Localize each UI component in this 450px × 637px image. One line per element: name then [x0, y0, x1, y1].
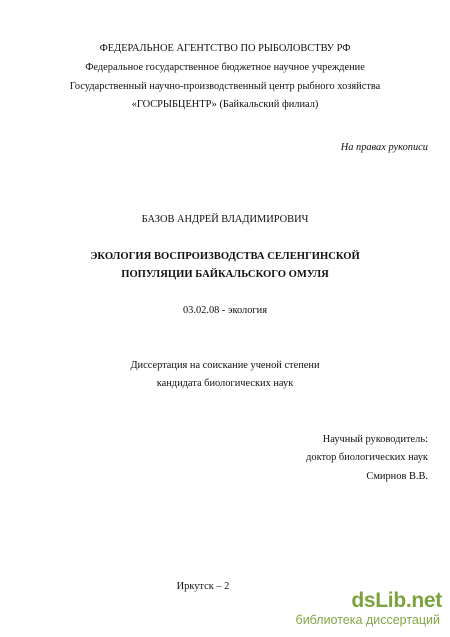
dslib-watermark-logo	[351, 589, 442, 613]
watermark-brand-ds: ds	[351, 589, 376, 612]
watermark-subtitle: библиотека диссертаций	[295, 613, 440, 627]
degree-line1: Диссертация на соискание ученой степени	[130, 360, 320, 371]
specialty-code: 03.02.08 - экология	[182, 305, 268, 316]
thesis-title-line1: ЭКОЛОГИЯ ВОСПРОИЗВОДСТВА СЕЛЕНГИНСКОЙ	[90, 251, 360, 262]
header-institution: Федеральное государственное бюджетное научное учреждение	[85, 62, 365, 73]
supervisor-label: Научный руководитель:	[322, 434, 428, 445]
watermark-brand-lib: Lib	[375, 589, 406, 612]
degree-line2: кандидата биологических наук	[156, 378, 294, 389]
manuscript-note: На правах рукописи	[340, 142, 428, 153]
header-center: Государственный научно-производственный центр рыбного хозяйства	[69, 81, 381, 92]
thesis-title-line2: ПОПУЛЯЦИИ БАЙКАЛЬСКОГО ОМУЛЯ	[121, 269, 329, 280]
supervisor-name: Смирнов В.В.	[366, 471, 428, 482]
header-agency: ФЕДЕРАЛЬНОЕ АГЕНТСТВО ПО РЫБОЛОВСТВУ РФ	[99, 43, 351, 54]
city-year: Иркутск – 2	[176, 581, 230, 592]
author-name: БАЗОВ АНДРЕЙ ВЛАДИМИРОВИЧ	[141, 214, 309, 225]
supervisor-title: доктор биологических наук	[306, 452, 428, 463]
header-branch: «ГОСРЫБЦЕНТР» (Байкальский филиал)	[131, 99, 319, 110]
watermark-brand-net: .net	[405, 589, 442, 612]
